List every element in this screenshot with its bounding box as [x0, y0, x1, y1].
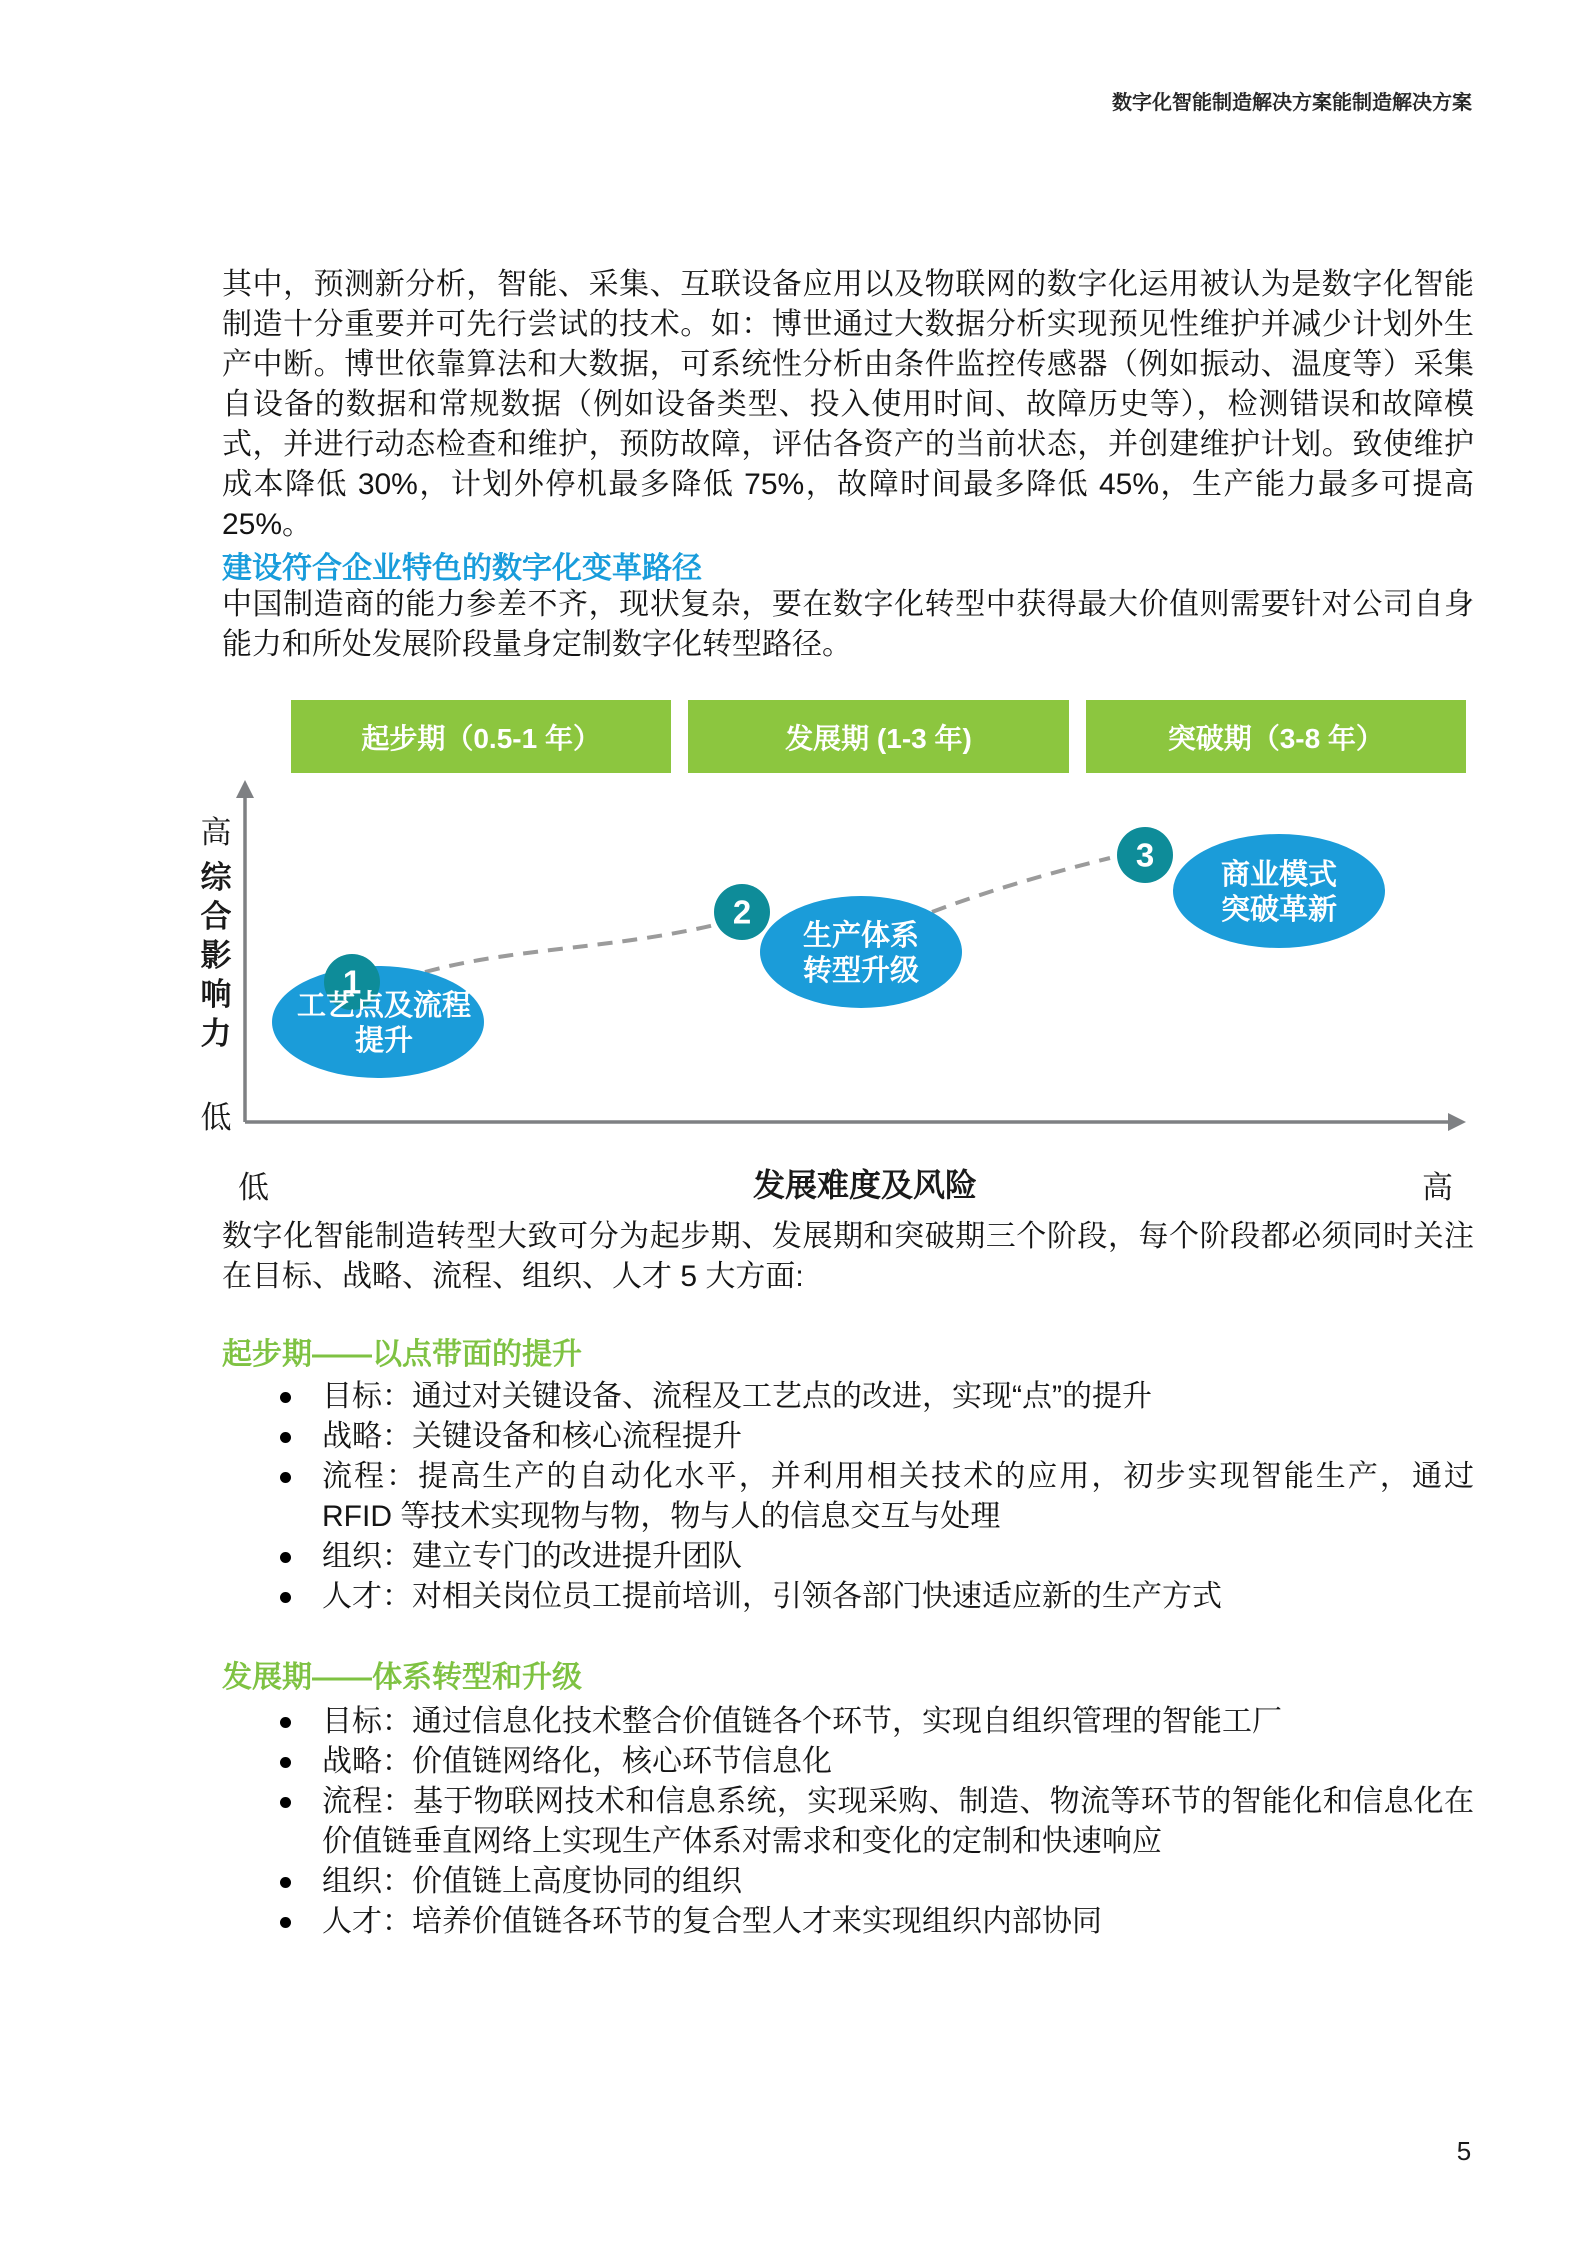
stage-box-qibuqi: 起步期（0.5-1 年）: [291, 700, 671, 773]
y-axis-high-label: 高: [200, 815, 232, 850]
list-item: [280, 1457, 1474, 1537]
list-item: [280, 1577, 1474, 1617]
list-item-text: 流程：提高生产的自动化水平，并利用相关技术的应用，初步实现智能生产，通过 RFID 等技术实现物与物，物与人的信息交互与处理: [322, 1460, 1474, 1533]
maturity-diagram: [150, 778, 1480, 1214]
bullet-icon: [280, 1797, 291, 1808]
list-item: [280, 1377, 1474, 1417]
x-axis-high-label: 高: [1422, 1170, 1453, 1205]
y-axis-low-label: 低: [200, 1100, 232, 1135]
list-item: [280, 1862, 1474, 1902]
list-item: [280, 1782, 1474, 1862]
section-title-transformation-path: 建设符合企业特色的数字化变革路径: [222, 552, 702, 585]
list-item-text: 人才：对相关岗位员工提前培训，引领各部门快速适应新的生产方式: [322, 1580, 1222, 1613]
bubble-business-model: [1173, 834, 1385, 948]
stage-box-fazhanqi: 发展期 (1-3 年): [688, 700, 1068, 773]
bubble-2-label-line2: 转型升级: [802, 955, 920, 987]
bullet-icon: [280, 1917, 291, 1928]
stage-box-tupoqi: 突破期（3-8 年）: [1086, 700, 1466, 773]
list-item-text: 战略：价值链网络化，核心环节信息化: [322, 1745, 832, 1778]
list-item-text: 组织：建立专门的改进提升团队: [322, 1540, 742, 1573]
page-number: 5: [1456, 2136, 1472, 2166]
x-axis-low-label: 低: [238, 1170, 269, 1205]
list-item-text: 战略：关键设备和核心流程提升: [322, 1420, 742, 1453]
bubble-1-label-line1: 工艺点及流程: [296, 990, 472, 1022]
bullet-icon: [280, 1592, 291, 1603]
y-axis-arrow-icon: [236, 780, 254, 798]
y-axis-label: 综合影响力: [200, 860, 232, 1051]
transformation-path-paragraph: 中国制造商的能力参差不齐，现状复杂，要在数字化转型中获得最大价值则需要针对公司自身能力和所处发展阶段量身定制数字化转型路径。: [222, 588, 1474, 661]
section-title-qibuqi: 起步期——以点带面的提升: [222, 1338, 582, 1371]
trajectory-dash-1-2: [425, 920, 735, 972]
bullet-list-qibuqi: [280, 1377, 1474, 1617]
bullet-icon: [280, 1552, 291, 1563]
stages-paragraph: 数字化智能制造转型大致可分为起步期、发展期和突破期三个阶段，每个阶段都必须同时关注在目标、战略、流程、组织、人才 5 大方面:: [222, 1220, 1474, 1293]
bullet-icon: [280, 1472, 291, 1483]
trajectory-dash-2-3: [932, 858, 1110, 912]
x-axis-label: 发展难度及风险: [752, 1167, 977, 1203]
badge-1-number: 1: [342, 963, 362, 1001]
intro-paragraph: 其中，预测新分析，智能、采集、互联设备应用以及物联网的数字化运用被认为是数字化智能制造十分重要并可先行尝试的技术。如：博世通过大数据分析实现预见性维护并减少计划外生产中断。博世依靠算法和大数据，可系统性分析由条件监控传感器（例如振动、温度等）采集自设备的数据和常规数据（例如设备类型、投入使用时间、故障历史等），检测错误和故障模式，并进行动态检查和维护，预防故障，评估各资产的当前状态，并创建维护计划。致使维护成本降低 30%，计划外停机最多降低 75%，故障时间最多降低 45%，生产能力最多可提高 25%。: [222, 268, 1474, 541]
bullet-icon: [280, 1877, 291, 1888]
x-axis-arrow-icon: [1448, 1113, 1466, 1131]
section-title-fazhanqi: 发展期——体系转型和升级: [222, 1661, 582, 1694]
stage-header-row: [291, 700, 1466, 773]
list-item: [280, 1702, 1474, 1742]
bullet-icon: [280, 1432, 291, 1443]
list-item-text: 流程：基于物联网技术和信息系统，实现采购、制造、物流等环节的智能化和信息化在价值链垂直网络上实现生产体系对需求和变化的定制和快速响应: [322, 1785, 1474, 1858]
list-item: [280, 1902, 1474, 1942]
bubble-3-label-line1: 商业模式: [1220, 859, 1338, 891]
badge-2-number: 2: [732, 893, 752, 931]
badge-3-number: 3: [1135, 836, 1155, 874]
bullet-list-fazhanqi: [280, 1702, 1474, 1942]
running-header: 数字化智能制造解决方案能制造解决方案: [1112, 92, 1472, 114]
bubble-2-label-line1: 生产体系: [802, 920, 920, 952]
bubble-3-label-line2: 突破革新: [1220, 894, 1338, 926]
list-item: [280, 1742, 1474, 1782]
list-item-text: 人才：培养价值链各环节的复合型人才来实现组织内部协同: [322, 1905, 1102, 1938]
bullet-icon: [280, 1392, 291, 1403]
bullet-icon: [280, 1717, 291, 1728]
list-item-text: 组织：价值链上高度协同的组织: [322, 1865, 742, 1898]
bullet-icon: [280, 1757, 291, 1768]
bubble-1-label-line2: 提升: [354, 1025, 414, 1057]
list-item: [280, 1417, 1474, 1457]
list-item-text: 目标：通过对关键设备、流程及工艺点的改进，实现“点”的提升: [322, 1380, 1152, 1413]
list-item: [280, 1537, 1474, 1577]
bubble-production-system: [760, 896, 962, 1008]
list-item-text: 目标：通过信息化技术整合价值链各个环节，实现自组织管理的智能工厂: [322, 1705, 1282, 1738]
